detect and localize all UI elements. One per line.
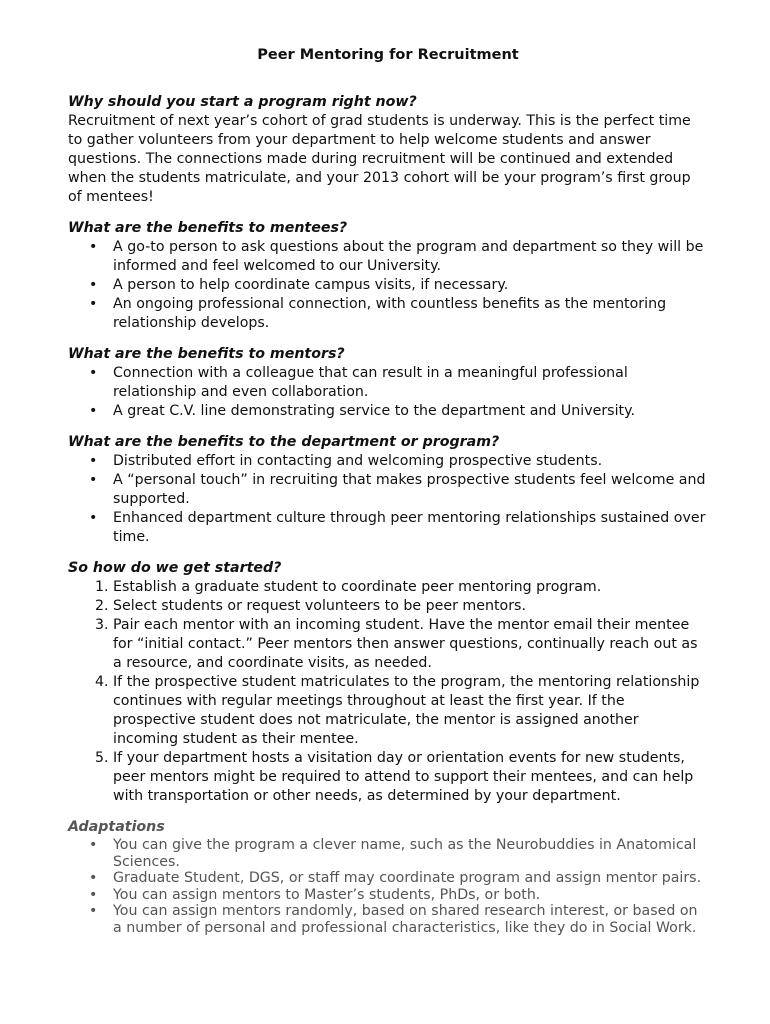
list-item: • You can assign mentors randomly, based on shared research interest, or based on a number of personal and professional characteristics, like they do in Social Work. <box>89 903 698 936</box>
list-item: • Distributed effort in contacting and welcoming prospective students. <box>89 453 603 469</box>
page-title: Peer Mentoring for Recruitment <box>257 47 519 63</box>
list-item: • Graduate Student, DGS, or staff may coordinate program and assign mentor pairs. <box>89 870 702 886</box>
list-item: • Enhanced department culture through peer mentoring relationships sustained over time. <box>89 510 706 545</box>
list-item: • Connection with a colleague that can result in a meaningful professional relationship and even collaboration. <box>89 365 628 400</box>
section-why-now <box>68 93 708 207</box>
list-item: 5. If your department hosts a visitation day or orientation events for new students, peer mentors might be required to attend to support their mentees, and can help with transportation or other needs, as determined by your department. <box>113 749 708 806</box>
section-getting-started <box>68 559 708 806</box>
bullet-icon: • <box>89 239 98 255</box>
section-body: Recruitment of next year’s cohort of grad students is underway. This is the perfect time to gather volunteers from your department to help welcome students and answer questions. The connections made during recruitment will be continued and extended when the students matriculate, and your 2013 cohort will be your program’s first group of mentees! <box>68 113 691 205</box>
bullet-list <box>68 238 708 333</box>
bullet-icon: • <box>89 870 98 886</box>
document-page <box>68 46 708 948</box>
list-item: 3. Pair each mentor with an incoming student. Have the mentor email their mentee for “initial contact.” Peer mentors then answer questions, continually reach out as a resource, and coordinate visits, as needed. <box>113 616 708 673</box>
section-heading: What are the benefits to mentees? <box>68 220 348 236</box>
bullet-list <box>68 837 708 936</box>
list-item: • You can assign mentors to Master’s students, PhDs, or both. <box>89 886 541 903</box>
list-item: • An ongoing professional connection, with countless benefits as the mentoring relationship develops. <box>89 296 667 331</box>
bullet-icon: • <box>89 453 98 469</box>
section-heading: What are the benefits to the department or program? <box>68 434 500 450</box>
bullet-icon: • <box>89 903 98 919</box>
section-heading: Why should you start a program right now? <box>68 94 417 110</box>
list-item: • You can give the program a clever name, such as the Neurobuddies in Anatomical Sciences. <box>89 837 697 870</box>
bullet-icon: • <box>89 277 98 293</box>
bullet-icon: • <box>89 296 98 312</box>
list-item: 1. Establish a graduate student to coordinate peer mentoring program. <box>113 578 708 597</box>
list-item: 2. Select students or request volunteers to be peer mentors. <box>113 597 708 616</box>
bullet-list <box>68 452 708 547</box>
bullet-list <box>68 364 708 421</box>
list-item: • A person to help coordinate campus visits, if necessary. <box>89 277 509 293</box>
bullet-icon: • <box>89 886 98 903</box>
numbered-list <box>68 578 708 806</box>
bullet-icon: • <box>89 510 98 526</box>
section-heading: Adaptations <box>68 819 165 835</box>
section-adaptations <box>68 818 708 936</box>
bullet-icon: • <box>89 472 98 488</box>
bullet-icon: • <box>89 365 98 381</box>
section-heading: So how do we get started? <box>68 560 282 576</box>
list-item: • A go-to person to ask questions about the program and department so they will be informed and feel welcomed to our University. <box>89 239 704 274</box>
section-mentee-benefits <box>68 219 708 333</box>
list-item: • A great C.V. line demonstrating service to the department and University. <box>89 403 635 419</box>
bullet-icon: • <box>89 837 98 853</box>
section-department-benefits <box>68 433 708 547</box>
section-mentor-benefits <box>68 345 708 421</box>
list-item: • A “personal touch” in recruiting that makes prospective students feel welcome and supported. <box>89 472 706 507</box>
list-item: 4. If the prospective student matriculates to the program, the mentoring relationship continues with regular meetings throughout at least the first year. If the prospective student does not matriculate, the mentor is assigned another incoming student as their mentee. <box>113 673 708 749</box>
section-heading: What are the benefits to mentors? <box>68 346 345 362</box>
bullet-icon: • <box>89 403 98 419</box>
